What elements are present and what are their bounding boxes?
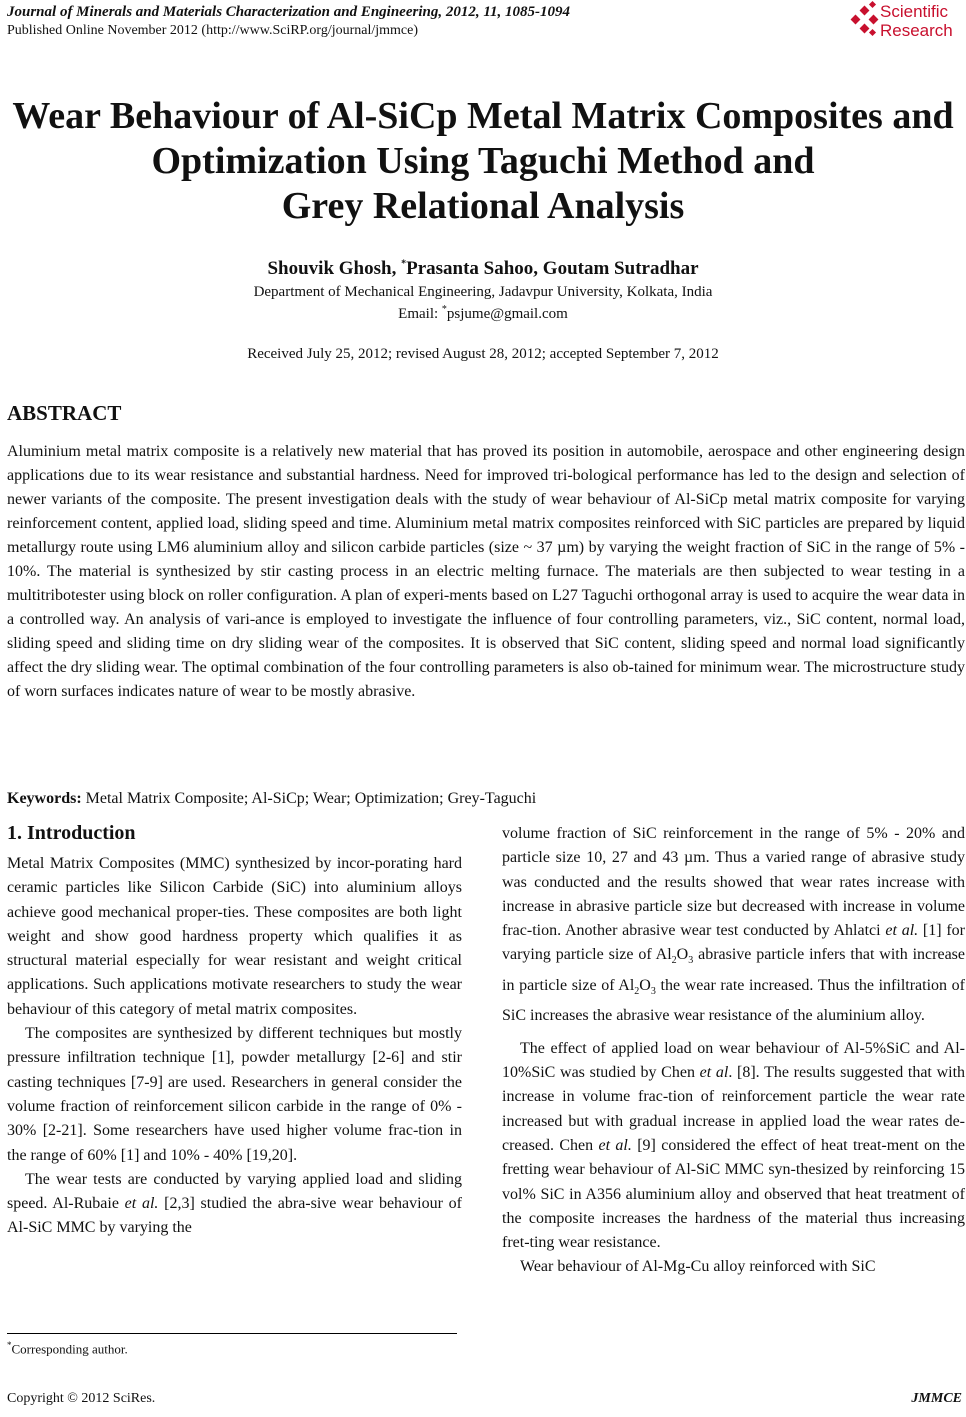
- journal-name: Journal of Minerals and Materials Characterization and Engineering: [7, 4, 439, 20]
- abstract-text: Aluminium metal matrix composite is a relatively new material that has proved its position in automobile, aerospace and other engineering design applications due to its wear resistance and substantial hardness. Need for improved tri-bological performance has led to the design and selection of newer variants of the composite. The present investigation deals with the study of wear behaviour of Al-SiCp metal matrix composite for varying reinforcement content, applied load, sliding speed and time. Aluminium metal matrix composites reinforced with SiC particles are prepared by liquid metallurgy route using LM6 aluminium alloy and silicon carbide particles (size ~ 37 µm) by varying the weight fraction of SiC in the range of 5% - 10%. The material is synthesized by stir casting process in an electric melting furnace. The materials are then subjected to wear testing in a multitribotester using block on roller configuration. A plan of experi-ments based on L27 Taguchi orthogonal array is used to acquire the wear data in a controlled way. An analysis of vari-ance is employed to investigate the influence of four controlling parameters, viz., SiC content, normal load, sliding speed and sliding time on dry sliding wear of the composites. It is observed that SiC content, sliding speed and normal load significantly affect the dry sliding wear. The optimal combination of the four controlling parameters is also ob-tained for minimum wear. The microstructure study of worn surfaces indicates nature of wear to be mostly abrasive.: [7, 443, 965, 700]
- paragraph: volume fraction of SiC reinforcement in the range of 5% - 20% and particle size 10, 27 and 43 µm. Thus a varied range of abrasive study was conducted and the results showed that wear rates increase with increase in abrasive particle size but decreased with increase in volume frac-tion. Another abrasive wear test conducted by Ahlatci et al. [1] for varying particle size of $Al_2O_3$ abrasive particle infers that with increase in particle size of $Al_2O_3$ the wear rate increased. Thus the infiltration of SiC increases the abrasive wear resistance of the aluminium alloy.: [502, 825, 966, 1025]
- logo-diamond-icon: [869, 1, 876, 8]
- paragraph: Wear behaviour of Al-Mg-Cu alloy reinforced with SiC: [520, 1258, 876, 1276]
- left-column: [7, 822, 462, 1241]
- logo-diamond-icon: [851, 15, 861, 25]
- paragraph: Metal Matrix Composites (MMC) synthesized by incor-porating hard ceramic particles like Silicon Carbide (SiC) into aluminium alloys achieve good mechanical proper-ties. These composites are both light weight and show good hardness property which qualifies it as structural material especially for wear resistant and weight critical applications. Such applications motivate researchers to study the wear behaviour of this category of metal matrix composites.: [7, 855, 462, 1018]
- abstract-heading: ABSTRACT: [7, 401, 122, 425]
- journal-abbreviation: JMMCE: [911, 1391, 962, 1406]
- logo-diamond-icon: [860, 6, 870, 16]
- footnote-rule: [7, 1333, 457, 1334]
- keywords: Keywords: Metal Matrix Composite; Al-SiCp; Wear; Optimization; Grey-Taguchi: [7, 790, 537, 807]
- paper-title: Wear Behaviour of Al-SiCp Metal Matrix Composites and Optimization Using Taguchi Method and Grey Relational Analysis: [12, 95, 954, 227]
- journal-issue: , 2012, 11, 1085-1094: [438, 4, 571, 20]
- logo-text: Scientific Research: [880, 2, 953, 40]
- journal-citation: [7, 3, 570, 21]
- logo-diamond-icon: [869, 29, 876, 36]
- authors: Shouvik Ghosh, *Prasanta Sahoo, Goutam Sutradhar: [267, 258, 699, 279]
- scientific-research-logo: [850, 2, 965, 44]
- copyright: Copyright © 2012 SciRes.: [7, 1391, 156, 1406]
- received-dates: Received July 25, 2012; revised August 28, 2012; accepted September 7, 2012: [247, 346, 719, 362]
- published-online-line: Published Online November 2012 (http://www.SciRP.org/journal/jmmce): [7, 23, 419, 38]
- affiliation: Department of Mechanical Engineering, Jadavpur University, Kolkata, India: [253, 284, 713, 300]
- email: Email: *psjume@gmail.com: [398, 304, 568, 322]
- right-column: [502, 822, 965, 1280]
- footnote: *Corresponding author.: [7, 1340, 128, 1357]
- paragraph: The wear tests are conducted by varying applied load and sliding speed. Al-Rubaie et al. [2,3] studied the abra-sive wear behaviour of Al-SiC MMC by varying the: [7, 1170, 462, 1237]
- logo-diamond-icon: [869, 15, 879, 25]
- paragraph: The effect of applied load on wear behaviour of Al-5%SiC and Al-10%SiC was studied by Chen et al. [8]. The results suggested that with increase in volume frac-tion of reinforcement particle the wear rate increased but with gradual increase in applied load the wear rates de-creased. Chen et al. [9] considered the effect of heat treat-ment on the fretting wear behaviour of Al-SiC MMC syn-thesized by reinforcing 15 vol% SiC in A356 aluminium alloy and observed that heat treatment of the composite increases the hardness of the material thus increasing fret-ting wear resistance.: [502, 1039, 966, 1252]
- paragraph: The composites are synthesized by different techniques but mostly pressure infiltration technique [1], powder metallurgy [2-6] and stir casting techniques [7-9] are used. Researchers in general consider the volume fraction of reinforcement silicon carbide in the range of 0% - 30% [2-21]. Some researchers have used higher volume frac-tion in the range of 60% [1] and 10% - 40% [19,20].: [7, 1025, 462, 1164]
- section-heading: 1. Introduction: [7, 822, 136, 844]
